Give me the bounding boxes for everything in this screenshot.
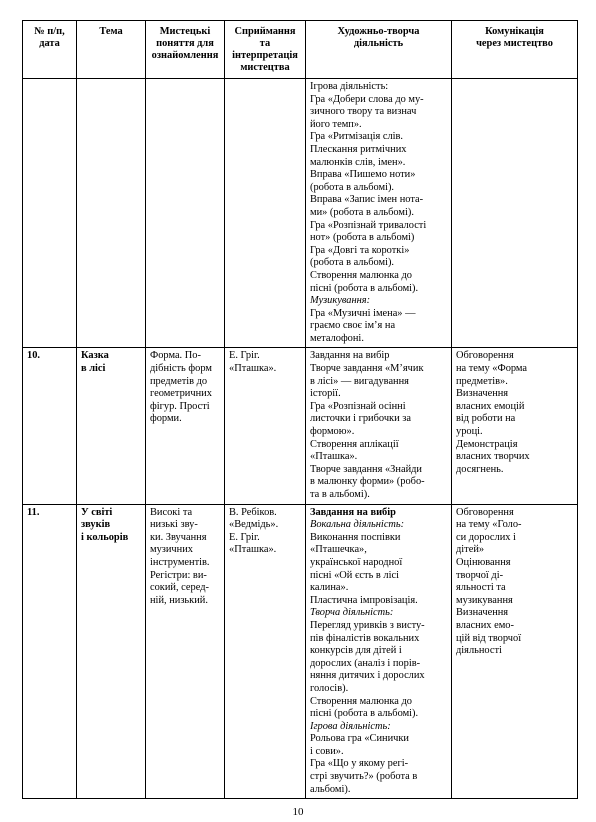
activity-line: та в альбомі). <box>310 489 370 500</box>
activity-line: пісні (робота в альбомі). <box>310 282 419 294</box>
activity-subheading: Вокальна діяльність: <box>310 519 405 531</box>
cell-line: сокий, серед- <box>150 582 209 594</box>
cell-line: Сприймання <box>234 26 296 37</box>
cell-line: і кольорів <box>81 531 129 543</box>
cell-line: ознайомлення <box>151 50 219 61</box>
activity-line: Плескання ритмічних <box>310 143 407 155</box>
cell-line: № п/п, <box>34 26 65 37</box>
cell-activity <box>306 504 452 799</box>
activity-line: конкурсів для дітей і <box>310 645 402 657</box>
cell-perception <box>225 79 306 348</box>
activity-line: Перегляд уривків з висту- <box>310 619 425 631</box>
activity-line: пів фіналістів вокальних <box>310 632 420 644</box>
activity-line: історії. <box>310 388 341 400</box>
cell-line: інтерпретація <box>232 50 298 61</box>
activity-line: і сови». <box>310 745 344 757</box>
cell-line: Комунікація <box>485 26 544 37</box>
cell-line: Оцінювання <box>456 556 511 568</box>
cell-line: яльності та <box>456 582 506 594</box>
cell-communication <box>452 348 578 504</box>
cell-line: в лісі <box>81 363 106 375</box>
activity-line: (робота в альбомі). <box>310 257 395 269</box>
cell-line: власних емо- <box>456 619 514 631</box>
header-row <box>23 21 578 79</box>
cell-topic <box>77 348 146 504</box>
cell-line: форми. <box>150 413 182 425</box>
cell-line: творчої ді- <box>456 569 504 581</box>
cell-line: Тема <box>99 26 123 37</box>
activity-line: Гра «Добери слова до му- <box>310 93 424 105</box>
header-perception <box>225 21 306 79</box>
activity-line: Гра «Музичні імена» — <box>310 307 416 319</box>
cell-line: мистецтва <box>240 62 290 73</box>
activity-line: голосів). <box>310 682 349 694</box>
cell-line: Визначення <box>456 388 509 400</box>
cell-line: та <box>259 38 271 49</box>
cell-line: предметів до <box>150 375 208 387</box>
activity-line: «Пташка». <box>310 451 358 463</box>
cell-line: Високі та <box>150 506 193 518</box>
activity-line: Створення малюнка до <box>310 695 412 707</box>
activity-line: Пластична імпровізація. <box>310 594 418 606</box>
cell-line: Казка <box>81 350 109 362</box>
cell-line: досягнень. <box>456 463 504 475</box>
cell-line: си дорослих і <box>456 531 516 543</box>
cell-line: інструментів. <box>150 556 210 568</box>
cell-line: музичних <box>150 544 193 556</box>
cell-line: «Пташка». <box>229 363 277 375</box>
cell-line: дата <box>39 38 60 49</box>
activity-line: ми» (робота в альбомі). <box>310 206 414 218</box>
table-row-continued <box>23 79 578 348</box>
activity-line: Ігрова діяльність: <box>310 81 389 92</box>
activity-subheading: Музикування: <box>310 295 371 307</box>
cell-activity <box>306 79 452 348</box>
cell-line: Регістри: ви- <box>150 569 207 581</box>
activity-line: калина». <box>310 582 349 594</box>
activity-line: Гра «Ритмізація слів. <box>310 131 404 143</box>
cell-line: В. Ребіков. <box>229 506 277 518</box>
cell-line: на тему «Форма <box>456 363 528 375</box>
cell-topic <box>77 79 146 348</box>
cell-perception <box>225 504 306 799</box>
table-row-11 <box>23 504 578 799</box>
header-topic <box>77 21 146 79</box>
cell-line: фігур. Прості <box>150 400 210 412</box>
cell-line: Е. Гріг. <box>229 350 260 362</box>
page-number: 10 <box>292 806 304 818</box>
table-row-10 <box>23 348 578 504</box>
activity-line: Рольова гра «Синички <box>310 733 409 745</box>
activity-subheading: Ігрова діяльність: <box>310 720 391 732</box>
activity-line: Завдання на вибір <box>310 350 390 362</box>
activity-line: «Пташечка», <box>310 544 367 556</box>
cell-communication <box>452 504 578 799</box>
cell-line: звуків <box>81 519 111 531</box>
activity-line: (робота в альбомі). <box>310 181 395 193</box>
cell-line: ній, низький. <box>150 594 208 606</box>
cell-num: 11. <box>23 504 77 799</box>
cell-concepts <box>146 348 225 504</box>
cell-line: Художньо-творча <box>337 26 420 37</box>
cell-line: низькі зву- <box>150 519 198 531</box>
cell-line: діяльності <box>456 645 502 657</box>
activity-line: Гра «Довгі та короткі» <box>310 244 410 256</box>
cell-num: 10. <box>23 348 77 504</box>
cell-line: власних емоцій <box>456 400 525 412</box>
activity-line: Творче завдання «Знайди <box>310 463 422 475</box>
activity-line: Створення аплікації <box>310 438 399 450</box>
cell-line: поняття для <box>156 38 214 49</box>
cell-perception <box>225 348 306 504</box>
cell-line: через мистецтво <box>476 38 553 49</box>
cell-line: Демонстрація <box>456 438 518 450</box>
activity-line: Завдання на вибір <box>310 506 396 518</box>
activity-line: Гра «Розпізнай осінні <box>310 400 406 412</box>
header-num <box>23 21 77 79</box>
header-activity <box>306 21 452 79</box>
activity-line: в малюнку форми» (робо- <box>310 476 425 488</box>
activity-line: Вправа «Запис імен нота- <box>310 194 424 206</box>
activity-line: його темп». <box>310 118 362 130</box>
cell-line: геометричних <box>150 388 212 400</box>
cell-line: Визначення <box>456 607 509 619</box>
activity-line: нот» (робота в альбомі) <box>310 232 415 244</box>
cell-line: предметів». <box>456 375 508 387</box>
activity-subheading: Творча діяльність: <box>310 607 394 619</box>
cell-activity <box>306 348 452 504</box>
cell-line: У світі <box>81 506 113 518</box>
activity-line: няння дитячих і дорослих <box>310 670 425 682</box>
cell-line: від роботи на <box>456 413 516 425</box>
cell-line: Форма. По- <box>150 350 201 362</box>
header-communication <box>452 21 578 79</box>
cell-communication <box>452 79 578 348</box>
cell-line: Мистецькі <box>159 26 211 37</box>
activity-line: Гра «Що у якому регі- <box>310 758 409 770</box>
activity-line: листочки і грибочки за <box>310 413 411 425</box>
activity-line: формою». <box>310 426 355 438</box>
activity-line: в лісі» — вигадування <box>310 375 409 387</box>
cell-line: «Ведмідь». <box>229 519 279 531</box>
activity-line: металофоні. <box>310 332 364 344</box>
cell-line: уроці. <box>456 426 483 438</box>
cell-line: на тему «Голо- <box>456 519 522 531</box>
activity-line: Вправа «Пишемо ноти» <box>310 169 416 181</box>
cell-concepts <box>146 79 225 348</box>
activity-line: Виконання поспівки <box>310 531 401 543</box>
activity-line: пісні (робота в альбомі). <box>310 708 419 720</box>
activity-line: дорослих (аналіз і порів- <box>310 657 421 669</box>
activity-line: малюнків слів, імен». <box>310 156 406 168</box>
activity-line: Творче завдання «М’ячик <box>310 363 424 375</box>
activity-line: зичного твору та визнач <box>310 106 417 118</box>
cell-line: власних творчих <box>456 451 530 463</box>
cell-line: ки. Звучання <box>150 531 207 543</box>
cell-line: Обговорення <box>456 506 514 518</box>
cell-line: музикування <box>456 594 513 606</box>
cell-line: дібність форм <box>150 363 212 375</box>
activity-line: граємо своє ім’я на <box>310 320 396 332</box>
cell-topic <box>77 504 146 799</box>
cell-line: дітей» <box>456 544 485 556</box>
cell-concepts <box>146 504 225 799</box>
activity-line: стрі звучить?» (робота в <box>310 771 418 783</box>
cell-line: Обговорення <box>456 350 514 362</box>
cell-line: цій від творчої <box>456 632 522 644</box>
cell-line: Е. Гріг. <box>229 531 260 543</box>
cell-line: діяльність <box>353 38 404 49</box>
activity-line: пісні «Ой єсть в лісі <box>310 569 399 581</box>
activity-line: Створення малюнка до <box>310 269 412 281</box>
cell-num <box>23 79 77 348</box>
activity-line: альбомі). <box>310 783 351 795</box>
cell-line: «Пташка». <box>229 544 277 556</box>
activity-line: Гра «Розпізнай тривалості <box>310 219 427 231</box>
header-concepts <box>146 21 225 79</box>
lesson-plan-table <box>22 20 578 799</box>
activity-line: української народної <box>310 556 403 568</box>
